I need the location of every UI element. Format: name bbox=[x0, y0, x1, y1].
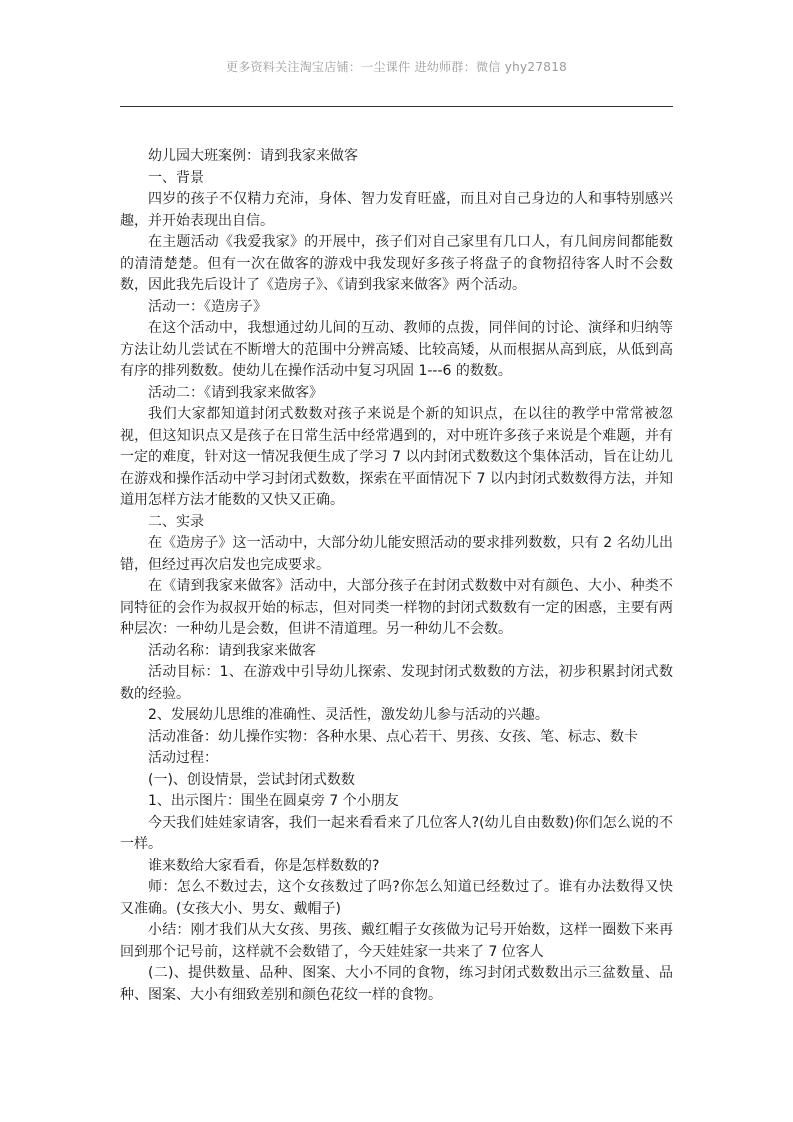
page-header-text: 更多资料关注淘宝店铺：一尘课件 进幼师群：微信 yhy27818 bbox=[225, 60, 568, 74]
paragraph: 活动二：《请到我家来做客》 bbox=[148, 384, 323, 401]
paragraph: 在《造房子》这一活动中，大部分幼儿能安照活动的要求排列数数，只有 2 名幼儿出错，但经过再次启发也完成要求。 bbox=[120, 535, 673, 573]
paragraph: 在《请到我家来做客》活动中，大部分孩子在封闭式数数中对有颜色、大小、种类不同特征的会作为叔叔开始的标志，但对同类一样物的封闭式数数有一定的困惑，主要有两种层次：一种幼儿是会数，但讲不清道理。另一种幼儿不会数。 bbox=[120, 578, 673, 637]
paragraph: 2、发展幼儿思维的准确性、灵活性，激发幼儿参与活动的兴趣。 bbox=[148, 707, 549, 723]
paragraph: 在主题活动《我爱我家》的开展中，孩子们对自己家里有几口人，有几间房间都能数的清清楚楚。但有一次在做客的游戏中我发现好多孩子将盘子的食物招待客人时不会数数，因此我先后设计了《造房子》、《请到我家来做客》两个活动。 bbox=[120, 234, 673, 293]
paragraph: 我们大家都知道封闭式数数对孩子来说是个新的知识点，在以往的教学中常常被忽视，但这知识点又是孩子在日常生活中经常遇到的，对中班许多孩子来说是个难题，并有一定的难度，针对这一情况我便生成了学习 7 以内封闭式数数这个集体活动，旨在让幼儿在游戏和操作活动中学习封闭式数数，探索在平面情况下 7 以内封闭式数数得方法，并知道用怎样方法才能数的又快又正确。 bbox=[120, 406, 673, 508]
paragraph: 活动准备：幼儿操作实物：各种水果、点心若干、男孩、女孩、笔、标志、数卡 bbox=[148, 728, 638, 745]
paragraph: 师：怎么不数过去，这个女孩数过了吗?你怎么知道已经数过了。谁有办法数得又快又准确。(女孩大小、男女、戴帽子) bbox=[120, 879, 673, 917]
paragraph: 活动一：《造房子》 bbox=[148, 298, 267, 315]
paragraph: 谁来数给大家看看，你是怎样数数的? bbox=[148, 857, 380, 874]
paragraph: 活动名称：请到我家来做客 bbox=[148, 642, 316, 659]
paragraph: 小结：刚才我们从大女孩、男孩、戴红帽子女孩做为记号开始数，这样一圈数下来再回到那个记号前，这样就不会数错了，今天娃娃家一共来了 7 位客人 bbox=[120, 922, 673, 960]
paragraph: 今天我们娃娃家请客，我们一起来看看来了几位客人?(幼儿自由数数)你们怎么说的不一样。 bbox=[120, 814, 673, 852]
document-title: 幼儿园大班案例：请到我家来做客 bbox=[148, 148, 358, 164]
paragraph: 一、背景 bbox=[148, 169, 204, 186]
paragraph: 在这个活动中，我想通过幼儿间的互动、教师的点拨，同伴间的讨论、演绎和归纳等方法让幼儿尝试在不断增大的范围中分辨高矮、比较高矮，从而根据从高到底，从低到高有序的排列数数。使幼儿在操作活动中复习巩固 1---6 的数数。 bbox=[120, 320, 673, 379]
paragraph: (二)、提供数量、品种、图案、大小不同的食物，练习封闭式数数出示三盆数量、品种、图案、大小有细致差别和颜色花纹一样的食物。 bbox=[120, 965, 673, 1003]
paragraph: (一)、创设情景，尝试封闭式数数 bbox=[148, 771, 355, 788]
document-body bbox=[120, 146, 673, 1006]
paragraph: 二、实录 bbox=[148, 513, 204, 530]
paragraph: 1、出示图片：围坐在圆桌旁 7 个小朋友 bbox=[148, 793, 399, 809]
header-divider bbox=[120, 106, 673, 107]
paragraph: 活动过程： bbox=[148, 750, 218, 766]
paragraph: 四岁的孩子不仅精力充沛，身体、智力发育旺盛，而且对自己身边的人和事特别感兴趣，并开始表现出自信。 bbox=[120, 191, 673, 229]
paragraph: 活动目标：1、在游戏中引导幼儿探索、发现封闭式数数的方法，初步积累封闭式数数的经验。 bbox=[120, 664, 673, 702]
